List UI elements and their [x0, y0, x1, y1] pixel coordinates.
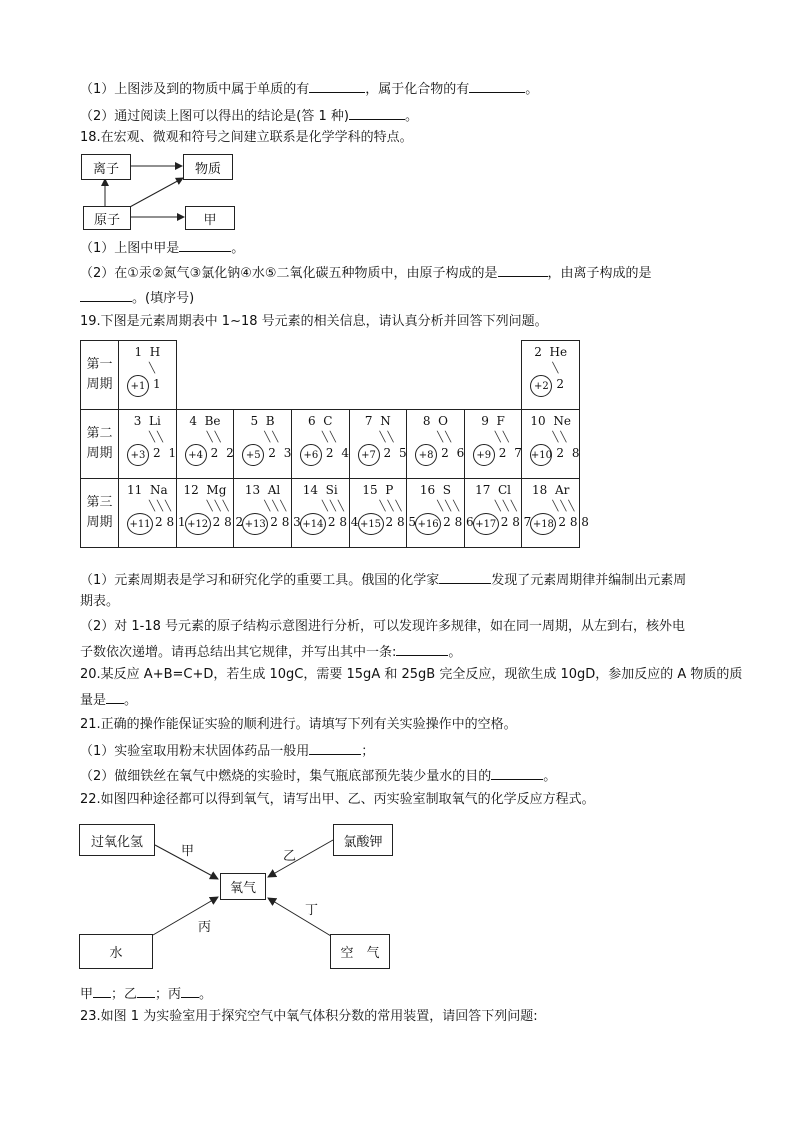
shell-arc-icon: ╲╲	[149, 432, 166, 443]
q21-title: 21.正确的操作能保证实验的顺利进行。请填写下列有关实验操作中的空格。	[80, 717, 517, 732]
electron-shells: 2 8 4	[327, 515, 359, 529]
electron-shells: 2 8	[556, 446, 582, 460]
element-header: 11 Na	[127, 483, 168, 497]
electron-shells: 2 1	[153, 446, 179, 460]
nucleus: +10	[530, 444, 552, 466]
nucleus: +9	[473, 444, 495, 466]
electron-shells: 2 4	[325, 446, 351, 460]
shell-arc-icon: ╲╲╲	[321, 501, 346, 512]
box-oxygen: 氧气	[220, 873, 266, 900]
period-label: 第三 周期	[81, 479, 119, 548]
q18-title: 18.在宏观、微观和符号之间建立联系是化学学科的特点。	[80, 130, 413, 145]
answer-blank[interactable]	[93, 985, 111, 998]
nucleus: +12	[185, 513, 211, 535]
q22-title: 22.如图四种途径都可以得到氧气，请写出甲、乙、丙实验室制取氧气的化学反应方程式。	[80, 792, 595, 807]
nucleus: +2	[530, 375, 552, 397]
electron-shells: 2 5	[383, 446, 409, 460]
element-header: 16 S	[419, 483, 452, 497]
q21-line-2: （2）做细铁丝在氧气中燃烧的实验时，集气瓶底部预先装少量水的目的 。	[80, 769, 557, 784]
shell-arc-icon: ╲╲	[321, 432, 338, 443]
nucleus: +13	[242, 513, 268, 535]
box-hydrogen-peroxide: 过氧化氢	[79, 824, 155, 856]
electron-shells: 1	[153, 377, 163, 391]
element-header: 15 P	[362, 483, 394, 497]
electron-shells: 2 8 7	[500, 515, 532, 529]
answer-blank[interactable]	[181, 985, 199, 998]
electron-shells: 2 8 1	[155, 515, 186, 529]
element-header: 9 F	[481, 414, 505, 428]
answer-blank[interactable]	[137, 985, 155, 998]
q19-title: 19.下图是元素周期表中 1~18 号元素的相关信息，请认真分析并回答下列问题。	[80, 314, 548, 329]
shell-arc-icon: ╲╲╲	[379, 501, 404, 512]
electron-shells: 2 7	[498, 446, 524, 460]
arrow-kclo3-to-oxygen	[268, 840, 333, 877]
shell-arc-icon: ╲╲╲	[206, 501, 231, 512]
label-ding: 丁	[305, 903, 319, 918]
q17-line-1: （1）上图涉及到的物质中属于单质的有 ，属于化合物的有 。	[80, 82, 539, 97]
element-header: 12 Mg	[183, 483, 227, 497]
box-water: 水	[79, 934, 153, 969]
q19-line-1: （1）元素周期表是学习和研究化学的重要工具。俄国的化学家 发现了元素周期律并编制出元素周	[80, 573, 687, 588]
shell-arc-icon: ╲╲	[437, 432, 454, 443]
nucleus: +7	[358, 444, 380, 466]
shell-arc-icon: ╲╲╲	[552, 501, 577, 512]
element-header: 6 C	[307, 414, 333, 428]
q18-line-3: 。(填序号)	[80, 289, 194, 307]
nucleus: +11	[127, 513, 153, 535]
shell-arc-icon: ╲╲╲	[494, 501, 519, 512]
element-header: 5 B	[250, 414, 275, 428]
q20-line-2: 量是 。	[80, 693, 138, 708]
electron-shells: 2 2	[210, 446, 236, 460]
q21-line-1: （1）实验室取用粉末状固体药品一般用 ；	[80, 744, 375, 759]
period-label: 第一 周期	[81, 341, 119, 410]
q18-line-2: （2）在①汞②氮气③氯化钠④水⑤二氧化碳五种物质中，由原子构成的是 ，由离子构成的是	[80, 266, 652, 281]
shell-arc-icon: ╲	[149, 363, 158, 374]
nucleus: +15	[358, 513, 384, 535]
box-ion: 离子	[81, 154, 131, 180]
shell-arc-icon: ╲╲	[494, 432, 511, 443]
label-jia: 甲	[181, 844, 195, 859]
shell-arc-icon: ╲	[552, 363, 561, 374]
q19-line-2b: 子数依次递增。请再总结出其它规律，并写出其中一条: 。	[80, 645, 462, 660]
box-atom: 原子	[83, 206, 131, 230]
box-matter: 物质	[183, 154, 233, 180]
electron-shells: 2 6	[441, 446, 467, 460]
shell-arc-icon: ╲╲	[206, 432, 223, 443]
shell-arc-icon: ╲╲	[552, 432, 569, 443]
box-air: 空 气	[330, 934, 390, 969]
nucleus: +3	[127, 444, 149, 466]
element-header: 3 Li	[133, 414, 161, 428]
nucleus: +5	[242, 444, 264, 466]
box-jia: 甲	[185, 206, 235, 230]
q19-line-2: （2）对 1-18 号元素的原子结构示意图进行分析，可以发现许多规律，如在同一周期，从左到右，核外电	[80, 619, 686, 634]
element-header: 2 He	[534, 345, 568, 359]
element-header: 18 Ar	[532, 483, 570, 497]
electron-shells: 2 3	[268, 446, 294, 460]
nucleus: +16	[415, 513, 441, 535]
label-yi: 乙	[283, 849, 297, 864]
shell-arc-icon: ╲╲╲	[437, 501, 462, 512]
q18-line-1: （1）上图中甲是 。	[80, 241, 245, 256]
arrow-air-to-oxygen	[268, 898, 331, 936]
element-header: 17 Cl	[475, 483, 512, 497]
q20-line-1: 20.某反应 A+B=C+D，若生成 10gC，需要 15gA 和 25gB 完全反应，现欲生成 10gD，参加反应的 A 物质的质	[80, 667, 743, 682]
nucleus: +8	[415, 444, 437, 466]
electron-shells: 2	[556, 377, 567, 391]
element-header: 8 O	[422, 414, 448, 428]
element-header: 10 Ne	[530, 414, 571, 428]
q19-line-1b: 期表。	[80, 594, 120, 609]
label-bing: 丙	[198, 920, 212, 935]
q17-line-2: （2）通过阅读上图可以得出的结论是(答 1 种) 。	[80, 109, 418, 124]
nucleus: +6	[300, 444, 322, 466]
nucleus: +1	[127, 375, 149, 397]
electron-shells: 2 8 6	[443, 515, 474, 529]
period-label: 第二 周期	[81, 410, 119, 479]
shell-arc-icon: ╲╲	[264, 432, 281, 443]
shell-arc-icon: ╲╲	[379, 432, 396, 443]
element-header: 1 H	[134, 345, 161, 359]
nucleus: +17	[473, 513, 499, 535]
element-header: 14 Si	[302, 483, 338, 497]
element-header: 4 Be	[189, 414, 221, 428]
box-potassium-chlorate: 氯酸钾	[333, 824, 393, 856]
nucleus: +18	[530, 513, 556, 535]
element-header: 7 N	[364, 414, 391, 428]
element-header: 13 Al	[244, 483, 281, 497]
shell-arc-icon: ╲╲╲	[264, 501, 289, 512]
electron-shells: 2 8 5	[385, 515, 417, 529]
electron-shells: 2 8 2	[212, 515, 244, 529]
q23-title: 23.如图 1 为实验室用于探究空气中氧气体积分数的常用装置，请回答下列问题:	[80, 1009, 538, 1024]
q22-answer-line: 甲 ；乙 ；丙 。	[80, 987, 213, 1002]
nucleus: +4	[185, 444, 207, 466]
shell-arc-icon: ╲╲╲	[149, 501, 174, 512]
electron-shells: 2 8 8	[558, 515, 589, 529]
nucleus: +14	[300, 513, 326, 535]
electron-shells: 2 8 3	[270, 515, 301, 529]
